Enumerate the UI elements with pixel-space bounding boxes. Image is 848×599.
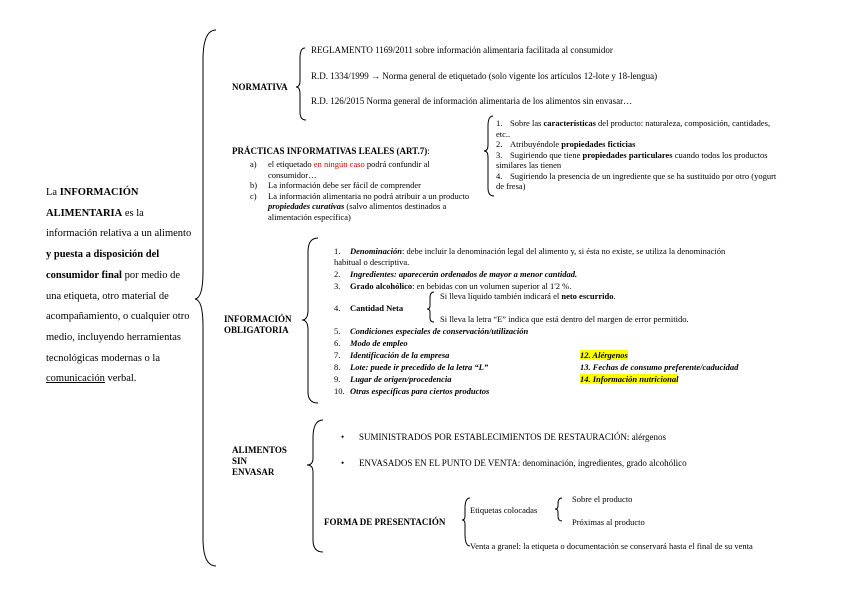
bullet-dot: • [341,432,345,442]
practicas-a-letter: a) [250,159,257,169]
practicas-c-bold: propiedades curativas [268,201,345,211]
etiquetas-colocadas: Etiquetas colocadas [470,505,538,515]
intro-underlined: comunicación [46,373,105,385]
cantidad-neta-sub-1-text: Si lleva líquido también indicará el [440,291,562,301]
practicas-sub-2-text: Atribuyéndole [510,139,562,149]
practicas-title-text: PRÁCTICAS INFORMATIVAS LEALES (ART.7) [232,146,428,156]
obligatoria-item-7-bold: Identificación de la empresa [350,350,450,360]
obligatoria-item-6-bold: Modo de empleo [350,338,408,348]
obligatoria-item-9 [334,374,452,385]
sin-envasar-bullet-2-text: ENVASADOS EN EL PUNTO DE VENTA: denominación, ingredientes, grado alcohólico [359,458,687,468]
obligatoria-item-8 [334,362,488,373]
normativa-title: NORMATIVA [232,82,288,92]
obligatoria-item-4-num: 4. [334,303,341,313]
sobre-el-producto: Sobre el producto [572,494,633,504]
obligatoria-item-1-bold: Denominación [350,246,402,256]
obligatoria-item-2-num: 2. [334,269,341,279]
obligatoria-item-4-bold: Cantidad Neta [350,303,404,313]
venta-a-granel: Venta a granel: la etiqueta o documentación se conservará hasta el final de su venta [470,541,753,551]
obligatoria-brace [302,238,318,403]
obligatoria-item-13: 13. Fechas de consumo preferente/caducidad [580,362,739,372]
obligatoria-item-12-text: 12. Alérgenos [580,350,628,360]
obligatoria-item-3-num: 3. [334,281,341,291]
obligatoria-item-6 [334,338,408,349]
obligatoria-item-14 [580,374,678,385]
intro-text-2: es la información relativa a un alimento [46,207,192,240]
practicas-sub-3-text: Sugiriendo que tiene [510,149,583,160]
practicas-sub-2 [496,139,781,150]
practicas-sublist [496,118,781,192]
practicas-sub-1-text: Sobre las [510,118,544,128]
practicas-list [250,159,470,222]
practicas-a-text: el etiquetado [268,159,314,169]
obligatoria-item-4 [334,303,403,314]
practicas-sub-4-text: Sugiriendo la presencia de un ingrediente que se ha sustituido por otro (yogurt de fresa) [496,170,777,191]
forma-title: FORMA DE PRESENTACIÓN [324,517,446,527]
obligatoria-item-10-num: 10. [334,386,345,396]
normativa-item-2: R.D. 1334/1999 → Norma general de etiquetado (solo vigente los artículos 12-lote y 18-lengua) [311,71,658,81]
cantidad-neta-sub-2: Si lleva la letra “E” indica que está dentro del margen de error permitido. [440,314,689,324]
etiquetas-brace [555,498,562,521]
practicas-sub-2-num: 2. [496,139,503,149]
sin-envasar-title-line3: ENVASAR [232,467,275,477]
normativa-brace [296,48,306,120]
sin-envasar-bullet-1 [341,432,666,443]
cantidad-neta-sub-1-bold: neto escurrido [561,291,614,301]
obligatoria-item-9-bold: Lugar de origen/procedencia [350,374,452,384]
obligatoria-item-7 [334,350,449,361]
practicas-brace [484,116,494,196]
sin-envasar-bullet-2 [341,458,687,469]
obligatoria-item-3-text: : en bebidas con un volumen superior al 1'2 %. [412,281,572,291]
obligatoria-title-line1: INFORMACIÓN [224,314,292,324]
practicas-sub-4 [496,171,781,192]
main-brace [195,30,216,566]
obligatoria-item-7-num: 7. [334,350,341,360]
practicas-sub-3-post: cuando todos los productos similares las tienen [496,149,768,170]
practicas-sub-1-bold: características [543,118,596,128]
sin-envasar-title-line2: SIN [232,456,248,466]
practicas-item-b [250,180,470,191]
practicas-c-text: La información alimentaria no podrá atribuir a un producto [268,190,470,201]
sin-envasar-bullet-1-text: SUMINISTRADOS POR ESTABLECIMIENTOS DE RESTAURACIÓN: alérgenos [359,432,666,442]
practicas-sub-3-bold: propiedades particulares [582,149,673,160]
practicas-sub-1-num: 1. [496,118,503,128]
proximas-al-producto: Próximas al producto [572,517,645,527]
cantidad-neta-sub-1 [440,291,616,302]
obligatoria-item-8-bold: Lote: puede ir precedido de la letra “L” [350,362,489,372]
practicas-sub-1 [496,118,781,139]
sin-envasar-title [232,445,287,478]
practicas-a-post: podrá confundir al consumidor… [268,159,430,180]
practicas-sub-4-num: 4. [496,170,503,181]
intro-text-1: La [46,187,60,198]
intro-term: INFORMACIÓN ALIMENTARIA [46,187,139,219]
obligatoria-item-3-bold: Grado alcohólico [350,281,413,291]
sin-envasar-brace [307,420,323,552]
obligatoria-item-1-text: : debe incluir la denominación legal del alimento y, si ésta no existe, se utiliza la denominación habitual o descriptiva. [334,246,726,267]
practicas-c-letter: c) [250,190,257,201]
obligatoria-item-6-num: 6. [334,338,341,348]
practicas-item-a [250,159,470,180]
obligatoria-title-line2: OBLIGATORIA [224,325,289,335]
obligatoria-item-8-num: 8. [334,362,341,372]
obligatoria-item-1 [334,246,744,267]
obligatoria-item-2-bold: Ingredientes: aparecerán ordenados de mayor a menor cantidad. [350,269,578,279]
normativa-item-1: REGLAMENTO 1169/2011 sobre información alimentaria facilitada al consumidor [311,45,613,55]
practicas-b-letter: b) [250,180,258,190]
obligatoria-item-5 [334,326,528,337]
practicas-sub-1-post: del producto: naturaleza, composición, cantidades, etc.. [496,118,771,139]
intro-emphasis: y puesta a disposición del consumidor final [46,249,160,281]
practicas-a-red: en ningún caso [313,159,365,169]
practicas-c-post: (salvo alimentos destinados a alimentación específica) [268,201,447,222]
obligatoria-item-9-num: 9. [334,374,341,384]
practicas-sub-3-num: 3. [496,149,503,160]
practicas-sub-2-bold: propiedades ficticias [561,139,636,149]
normativa-item-3: R.D. 126/2015 Norma general de información alimentaria de los alimentos sin envasar… [311,96,633,106]
obligatoria-item-1-num: 1. [334,246,341,256]
cantidad-neta-brace [427,292,434,322]
bullet-dot: • [341,458,345,468]
obligatoria-item-2 [334,269,577,280]
intro-text-3: por medio de una etiqueta, otro material de acompañamiento, o cualquier otro medio, incluyendo herramientas tecnológicas modernas o la [46,269,190,364]
intro-paragraph [46,183,196,390]
practicas-sub-3 [496,150,781,171]
obligatoria-item-10-bold: Otras específicas para ciertos productos [350,386,490,396]
obligatoria-item-3 [334,281,571,292]
intro-text-4: verbal. [104,373,137,385]
obligatoria-item-12 [580,350,628,361]
obligatoria-item-5-num: 5. [334,326,341,336]
practicas-title [232,146,430,157]
practicas-item-c [250,191,470,223]
obligatoria-item-5-bold: Condiciones especiales de conservación/utilización [350,326,529,336]
practicas-b-text: La información debe ser fácil de comprender [268,180,421,190]
sin-envasar-title-line1: ALIMENTOS [232,445,287,455]
forma-brace [462,498,470,546]
obligatoria-item-14-text: 14. Información nutricional [580,374,679,384]
obligatoria-item-10 [334,386,489,397]
practicas-title-colon: : [427,146,430,156]
obligatoria-title [224,314,292,336]
cantidad-neta-sub-1-post: . [613,291,616,301]
